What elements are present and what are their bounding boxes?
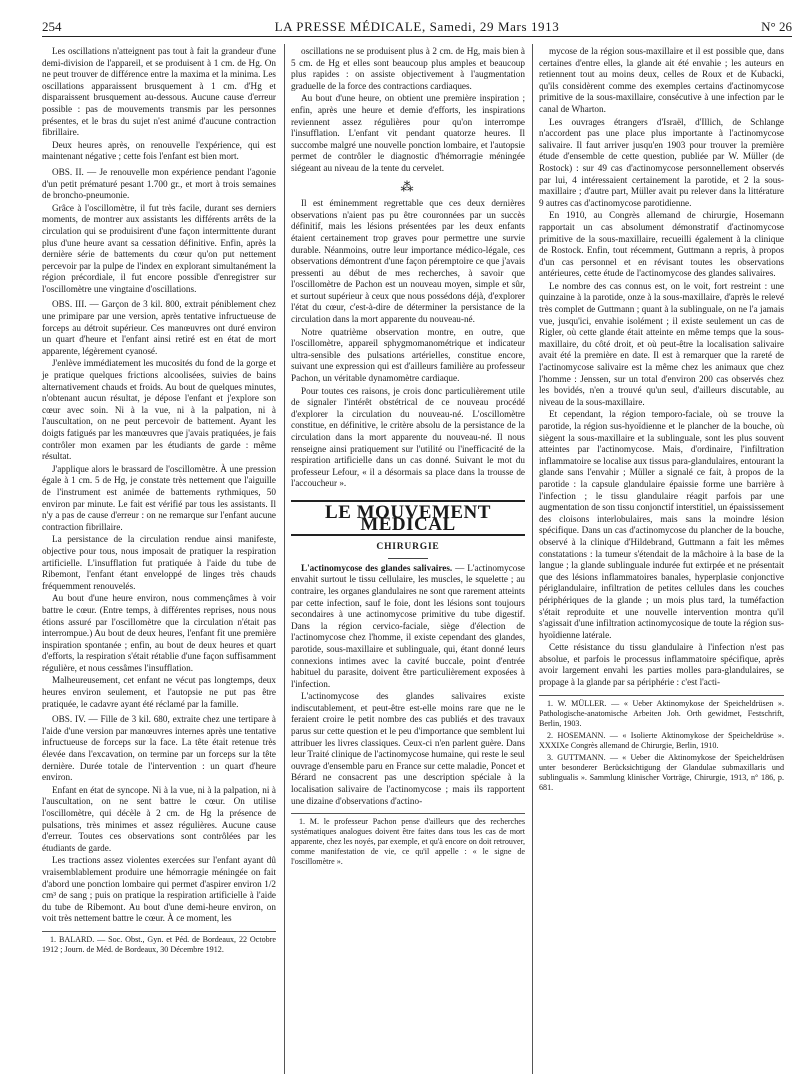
paragraph: Au bout d'une heure, on obtient une première inspiration ; enfin, après une heure et demie d'efforts, les inspirations reviennent assez régulières pour qu'on interrompe l'insufflation. L'enfant vit pendant quatorze heures. Il succombe malgré une nouvelle ponction lombaire, et l'autopsie permet de contrôler le diagnostic d'hémorragie méningée siégeant au niveau de la tente du cervelet.: [291, 93, 525, 173]
paragraph: Les ouvrages étrangers d'Israël, d'Illich, de Schlange n'accordent pas une place plus importante à l'actinomycose salivaire. Il faut arriver jusqu'en 1903 pour trouver la première étude d'ensemble de cette question, publiée par W. Müller (de Rostock) : sur 49 cas d'actinomycose personnellement observés par lui, 4 intéressaient certainement la parotide, et 2 la sous-maxillaire ; d'autre part, Müller avait pu relever dans la littérature 9 autres cas d'actinomycose parotidienne.: [539, 116, 784, 208]
section-separator: ⁂: [400, 178, 416, 194]
paragraph: J'applique alors le brassard de l'oscillomètre. À une pression égale à 1 cm. 5 de Hg, je constate très nettement que l'aiguille de l'instrument est animée de battements rythmiques, 50 environ par minute. Le fait est vérifié par tous les assistants. Il n'y a pas de cause d'erreur : on ne remarque sur l'enfant aucune contraction fibrillaire.: [42, 463, 276, 532]
paragraph: Malheureusement, cet enfant ne vécut pas longtemps, deux heures environ seulement, et l'autopsie ne put pas être pratiquée, le cadavre ayant été réclamé par la famille.: [42, 675, 276, 709]
paragraph: Cette résistance du tissu glandulaire à l'infection n'est pas absolue, et parfois le processus inflammatoire spécifique, après avoir largement envahi les parties molles para-glandulaires, se propage à la glande par sa périphérie : c'est l'acti-: [539, 642, 784, 688]
paragraph: Notre quatrième observation montre, en outre, que l'oscillomètre, appareil sphygmomanométrique et indicateur ultra-sensible des pulsations artérielles, constitue encore, suivant une expression qui est d'ailleurs familière au professeur Pachon, un véritable dynamomètre cardiaque.: [291, 326, 525, 384]
footnote: 1. BALARD. — Soc. Obst., Gyn. et Péd. de Bordeaux, 22 Octobre 1912 ; Journ. de Méd. de Bordeaux, 30 Décembre 1912.: [42, 934, 276, 954]
article-text: — L'actinomycose envahit surtout le tissu cellulaire, les muscles, le squelette ; au contraire, les organes glandulaires ne sont que rarement atteints par cette infection, sauf le foie, dont les lésions sont toujours secondaires à une actinomycose primitive du tube digestif. Dans la région cervico-faciale, siège d'élection de l'actinomycose chez l'homme, il existe cependant des glandes, parotide, sous-maxillaire et sublinguale, qui, étant donné leurs connexions intimes avec la cavité buccale, point d'entrée habituel du parasite, doivent être particulièrement exposées à l'infection.: [291, 562, 525, 689]
issue-number: N° 26: [761, 19, 792, 34]
section-title: LE MOUVEMENT MÉDICAL: [291, 500, 525, 536]
observation-4-head: OBS. IV. — Fille de 3 kil. 680, extraite chez une tertipare à l'aide d'une version par manœuvres internes après une tentative infructueuse de forceps sur la face. La tête était retenue très élevée dans l'excavation, on termine par un forceps sur la tête dernière. Durée totale de l'intervention : un quart d'heure environ.: [42, 714, 276, 783]
paragraph: Les tractions assez violentes exercées sur l'enfant ayant dû vraisemblablement produire une hémorragie méningée on fait d'abord une ponction lombaire qui permet d'aspirer environ 1/2 cm³ de sang ; puis on pratique la respiration artificielle à l'aide du tube de Ribemont. Au bout d'une demi-heure environ, on voit très nettement battre le cœur. À ce moment, les: [42, 855, 276, 924]
column-2: [291, 46, 525, 869]
footnotes: [291, 813, 525, 867]
observation-2-head: OBS. II. — Je renouvelle mon expérience pendant l'agonie d'un petit prématuré pesant 1.700 gr., et mort à trois semaines de broncho-pneumonie.: [42, 166, 276, 201]
paragraph: Les oscillations n'atteignent pas tout à fait la grandeur d'une demi-division de l'appareil, et se produisent à 1 cm. de Hg. On ne peut trouver de différence entre la maxima et la minima. Les oscillations apparaissent brusquement à 1 cm. d'Hg et disparaissent brusquement au-dessous. Aucune cause d'erreur possible : pas de mouvements transmis par les personnes présentes, et le bras du sujet n'est animé d'aucune contraction fibrillaire.: [42, 46, 276, 138]
paragraph: Enfant en état de syncope. Ni à la vue, ni à la palpation, ni à l'auscultation, on ne sent battre le cœur. On utilise l'oscillomètre, qui décèle à 2 cm. de Hg la présence de pulsations, très minimes et assez régulières. Aucune cause d'erreur. Toutes ces observations sont contrôlées par les étudiants de garde.: [42, 784, 276, 853]
subtitle-rule: [388, 558, 428, 559]
observation-3-head: OBS. III. — Garçon de 3 kil. 800, extrait péniblement chez une primipare par une version, après tentative infructueuse de forceps au détroit supérieur. Ces manœuvres ont duré environ un quart d'heure et l'enfant ainsi retiré est en état de mort apparente, légèrement cyanosé.: [42, 299, 276, 356]
paragraph: Il est éminemment regrettable que ces deux dernières observations n'aient pas pu être couronnées par un succès définitif, mais les lésions présentées par les deux enfants étaient certainement trop graves pour permettre une survie durable. Néanmoins, outre leur importance médico-légale, ces observations démontrent d'une façon péremptoire ce que j'avais pressenti au début de mes recherches, à savoir que l'oscillomètre de Pachon est un nouveau moyen, simple et sûr, et surtout supérieur à ceux que nous possédons déjà, d'explorer l'état du cœur, c'est-à-dire de déterminer la persistance de la circulation dans la mort apparente du nouveau-né.: [291, 198, 525, 325]
section-subtitle: CHIRURGIE: [376, 542, 440, 553]
footnote: 3. GUTTMANN. — « Ueber die Aktinomykose der Speicheldrüsen unter besonderer Berücksichtigung der Glandulae submaxillaris und sublingualis ». Sammlung klinischer Vorträge, Chirurgie, 1913, n° 186, p. 681.: [539, 752, 784, 792]
column-rule: [532, 44, 533, 1074]
paragraph: Au bout d'une heure environ, nous commençâmes à voir battre le cœur. (Entre temps, à différentes reprises, nous nous étions assuré par l'oscillomètre que la circulation n'était pas interrompue.) Au bout de deux heures, l'enfant fit une première inspiration spontanée ; enfin, au bout de deux heures et quart d'efforts, la respiration s'était rétablie d'une façon suffisamment régulière, et nous cessâmes l'insufflation.: [42, 593, 276, 673]
page-header: [42, 18, 792, 37]
paragraph: Le nombre des cas connus est, on le voit, fort restreint : une quinzaine à la parotide, onze à la sous-maxillaire, d'après le relevé très complet de Guttmann ; quant à la sublinguale, on ne l'a jamais vue, jusqu'ici, envahie isolément ; il existe seulement un cas de Rigler, où cette glande était atteinte en même temps que la sous-maxillaire, du côté droit, et où peut-être la localisation salivaire avait été la première en date. Il est à remarquer que la rareté de l'actinomycose salivaire est la même chez les animaux que chez l'homme : Jenssen, sur un total d'environ 200 cas observés chez les bovidés, n'en a trouvé qu'un seul, d'ailleurs discutable, au niveau de la sous-maxillaire.: [539, 280, 784, 407]
paragraph: mycose de la région sous-maxillaire et il est possible que, dans certaines d'entre elles, la glande ait été envahie ; les auteurs en retiennent tout au moins deux, celles de Roux et de Kubacki, qu'ils considèrent comme des exemples certains d'actinomycose primitive de la sous-maxillaire, consécutive à une infection par le canal de Wharton.: [539, 46, 784, 114]
paragraph: J'enlève immédiatement les mucosités du fond de la gorge et je pratique quelques frictions alcoolisées, suivies de bains alternativement chauds et froids. Au bout de quelques minutes, n'obtenant aucun résultat, je dépose l'enfant et j'explore son cœur avec soin. Ni à la vue, ni à la palpation, ni à l'auscultation, on ne peut percevoir de battement. Ayant les doigts fatigués par les manœuvres que j'avais pratiquées, je fais contrôler mon examen par les étudiants de garde : même résultat.: [42, 358, 276, 462]
article-heading: L'actinomycose des glandes salivaires.: [301, 562, 453, 573]
paragraph: oscillations ne se produisent plus à 2 cm. de Hg, mais bien à 5 cm. de Hg et elles sont beaucoup plus amples et beaucoup plus rapides : on assiste objectivement à l'augmentation graduelle de la force des contractions cardiaques.: [291, 46, 525, 91]
article-paragraph: [291, 563, 525, 691]
paragraph: L'actinomycose des glandes salivaires existe indiscutablement, et peut-être est-elle moins rare que ne le feraient croire le petit nombre des cas publiés et des travaux parus sur cette question et le peu d'importance que semblent lui attribuer les livres classiques. Ceux-ci n'en parlent guère. Dans leur Traité clinique de l'actinomycose humaine, qui reste le seul ouvrage d'ensemble paru en France sur cette maladie, Poncet et Bérard ne consacrent pas une description spéciale à la localisation salivaire de l'actinomycose ; mais ils rapportent une dizaine d'observations d'actino-: [291, 691, 525, 806]
column-3: [539, 46, 784, 795]
paragraph: Deux heures après, on renouvelle l'expérience, qui est maintenant négative ; cette fois l'enfant est bien mort.: [42, 139, 276, 162]
paragraph: Et cependant, la région temporo-faciale, où se trouve la parotide, la région sus-hyoïdienne et le plancher de la bouche, où siègent la sous-maxillaire et la sublinguale, sont les plus souvent atteintes par l'actinomycose. Mais, d'ordinaire, l'infiltration inflammatoire se localise aux tissus para-glandulaires, entourant la glande sans l'envahir ; Müller a signalé ce fait, à propos de la parotide : la capsule glandulaire épaissie forme une barrière à l'infection ; le tissu glandulaire réagit parfois par une augmentation de son tissu conjonctif interstitiel, un épaississement des cloisons interlobulaires, mais sans la moindre lésion spécifique. Dans un cas d'actinomycose du plancher de la bouche, observé à la clinique d'Hildebrand, Guttmann a fait les mêmes constatations : la tumeur s'étendait de la mâchoire à la base de la langue ; la glande sublinguale indurée fut extirpée et ne présentait que des lésions inflammatoires banales, hyperplasie conjonctive périglandulaire, infiltration de petites cellules dans les couches périphériques de la glande ; un mois plus tard, la tuméfaction s'était reproduite et une nouvelle intervention montra qu'il s'agissait d'une infiltration actinomycosique de toute la région sus-hyoïdienne latérale.: [539, 409, 784, 640]
newspaper-page: [42, 18, 792, 1076]
footnote: 1. W. MÜLLER. — « Ueber Aktinomykose der Speicheldrüsen ». Pathologische-anatomische Arbeiten Joh. Orth gewidmet, Festschrift, Berlin, 1903.: [539, 698, 784, 728]
page-number: 254: [42, 19, 62, 34]
paragraph: En 1910, au Congrès allemand de chirurgie, Hosemann rapportait un cas absolument démonstratif d'actinomycose primitive de la sous-maxillaire, recueilli également à la clinique de Rostock. Enfin, tout récemment, Guttmann a repris, à propos d'un cas personnel et en révisant toutes les observations antérieures, cette étude de l'actinomycose des glandes salivaires.: [539, 210, 784, 279]
footnote: 1. M. le professeur Pachon pense d'ailleurs que des recherches systématiques analogues doivent être faites dans tous les cas de mort apparente, chez les noyés, par exemple, et qu'à encore on doit retrouver, comme manifestation de vie, ce qu'il appelle : « le signe de l'oscillomètre ».: [291, 817, 525, 867]
column-rule: [284, 44, 285, 1074]
paragraph: Pour toutes ces raisons, je crois donc particulièrement utile de signaler l'intérêt obstétrical de ce nouveau procédé d'explorer la circulation du nouveau-né. L'oscillomètre constitue, en définitive, le critère absolu de la persistance de la circulation dans la mort apparente du nouveau-né. Il nous renseigne ainsi pratiquement sur l'utilité ou l'inefficacité de la respiration artificielle dans un cas donné. Suivant le mot du professeur Lefour, « il a désormais sa place dans la trousse de l'accoucheur ».: [291, 385, 525, 489]
column-1: [42, 46, 276, 957]
footnote: 2. HOSEMANN. — « Isolierte Aktinomykose der Speicheldrüse ». XXXIXe Congrès allemand de Chirurgie, Berlin, 1910.: [539, 730, 784, 750]
paragraph: La persistance de la circulation rendue ainsi manifeste, objective pour tous, nous imposait de pratiquer la respiration artificielle. L'insufflation fut pratiquée à l'aide du tube de Ribemont, l'enfant étant enveloppé de linges très chauds fréquemment renouvelés.: [42, 534, 276, 591]
journal-title: LA PRESSE MÉDICALE, Samedi, 29 Mars 1913: [274, 19, 560, 34]
footnotes: [42, 931, 276, 955]
paragraph: Grâce à l'oscillomètre, il fut très facile, durant ses derniers moments, de montrer aux assistants les différents arrêts de la circulation qui se produisirent d'une façon intermittente durant plus d'une heure avant sa cessation définitive. Enfin, après la dernière série de battements du cœur qu'on put nettement percevoir par la pulpe de l'index en explorant simultanément la région précordiale, il fut encore possible d'enregistrer sur l'oscillomètre une vingtaine d'oscillations.: [42, 202, 276, 294]
footnotes: [539, 695, 784, 793]
